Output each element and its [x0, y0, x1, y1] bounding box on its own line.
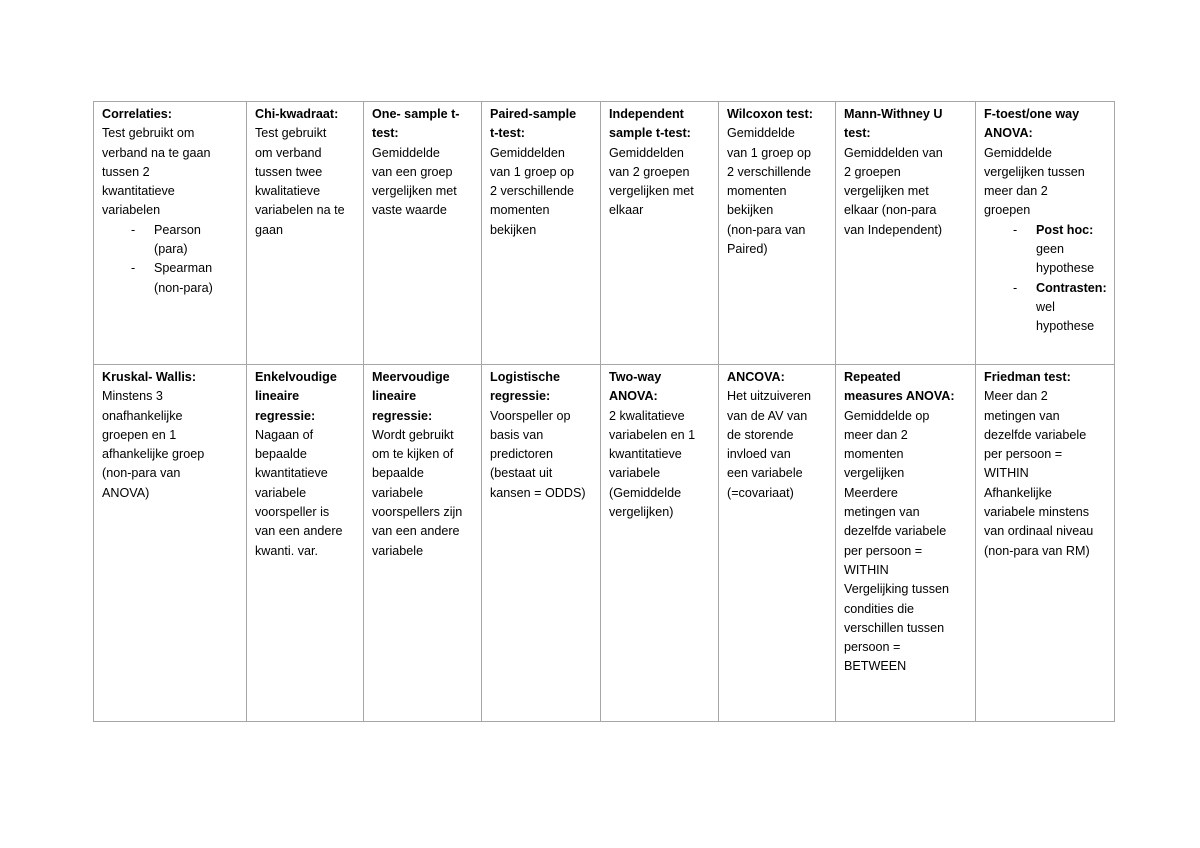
- cell-text: (non-para van: [727, 222, 806, 237]
- list-item: [1036, 279, 1108, 337]
- statistics-tests-table: [93, 101, 1115, 722]
- cell-text: 2 kwalitatieve: [609, 408, 685, 423]
- cell-text: variabele minstens: [984, 505, 1089, 520]
- list-item-text: (non-para): [154, 280, 213, 295]
- table-cell-logistische: [482, 365, 601, 722]
- cell-title: Enkelvoudige: [255, 370, 337, 384]
- list-item: [154, 221, 240, 260]
- cell-text: een variabele: [727, 466, 803, 481]
- cell-text: 2 groepen: [844, 164, 901, 179]
- cell-text: variabelen na te: [255, 203, 345, 218]
- cell-text: groepen en 1: [102, 427, 177, 442]
- cell-text: vaste waarde: [372, 203, 447, 218]
- cell-text: vergelijken met: [372, 184, 457, 199]
- table-cell-meervoudige: [364, 365, 482, 722]
- cell-text: van Independent): [844, 222, 943, 237]
- cell-text: Meer dan 2: [984, 389, 1048, 404]
- list-item-text: geen: [1036, 242, 1065, 257]
- cell-title: Independent: [609, 107, 684, 121]
- cell-text: van de AV van: [727, 408, 808, 423]
- cell-text: vergelijken tussen: [984, 164, 1085, 179]
- list-item-text: - Spearman: [154, 261, 213, 276]
- cell-text: voorspellers zijn: [372, 505, 463, 520]
- cell-text: Meerdere: [844, 485, 898, 500]
- table-cell-f-toest-one-way: [976, 102, 1115, 365]
- cell-text: vergelijken met: [844, 184, 929, 199]
- cell-text: kansen = ODDS): [490, 485, 586, 500]
- cell-text: onafhankelijke: [102, 408, 183, 423]
- cell-text: groepen: [984, 203, 1031, 218]
- cell-text: WITHIN: [844, 562, 889, 577]
- cell-title: measures ANOVA:: [844, 389, 955, 404]
- table-cell-friedman-test: [976, 365, 1115, 722]
- cell-title: regressie:: [255, 408, 316, 423]
- cell-text: elkaar: [609, 203, 644, 218]
- cell-text: bekijken: [490, 222, 537, 237]
- cell-text: Voorspeller op: [490, 408, 571, 423]
- cell-text: kwanti. var.: [255, 543, 318, 558]
- cell-text: Het uitzuiveren: [727, 389, 811, 404]
- cell-title: ANCOVA:: [727, 370, 785, 384]
- cell-title: Chi-kwadraat:: [255, 107, 339, 121]
- cell-text: metingen van: [984, 408, 1060, 423]
- cell-text: Gemiddelde: [984, 145, 1052, 160]
- cell-text: Gemiddelden van: [844, 145, 943, 160]
- cell-text: tussen 2: [102, 164, 150, 179]
- list-item-text: - Contrasten:: [1036, 280, 1107, 295]
- cell-title: Logistische: [490, 370, 560, 384]
- cell-title: Wilcoxon test:: [727, 107, 813, 121]
- cell-text: metingen van: [844, 505, 920, 520]
- cell-text: vergelijken: [844, 466, 905, 481]
- cell-title: ANOVA:: [609, 389, 658, 404]
- cell-text: om te kijken of: [372, 447, 454, 462]
- cell-text: kwantitatieve: [609, 447, 682, 462]
- cell-text: om verband: [255, 145, 322, 160]
- cell-text: BETWEEN: [844, 659, 907, 674]
- cell-title: F-toest/one way: [984, 107, 1080, 121]
- cell-title: Correlaties:: [102, 107, 172, 121]
- cell-text: Nagaan of: [255, 427, 314, 442]
- cell-text: predictoren: [490, 447, 554, 462]
- list-item-text: hypothese: [1036, 319, 1095, 334]
- cell-text: verschillen tussen: [844, 620, 945, 635]
- cell-text: variabele: [372, 543, 424, 558]
- cell-text: Gemiddelden: [490, 145, 565, 160]
- table-cell-mann-withney-u: [836, 102, 976, 365]
- cell-text: verband na te gaan: [102, 145, 211, 160]
- cell-text: kwantitatieve: [102, 184, 175, 199]
- cell-text: 2 verschillende: [490, 184, 575, 199]
- list-item-text: hypothese: [1036, 261, 1095, 276]
- cell-text: (Gemiddelde: [609, 485, 682, 500]
- cell-title: Paired-sample: [490, 107, 577, 121]
- cell-text: WITHIN: [984, 466, 1029, 481]
- cell-text: kwantitatieve: [255, 466, 328, 481]
- cell-text: van een andere: [255, 524, 343, 539]
- cell-title: test:: [372, 126, 399, 141]
- cell-text: persoon =: [844, 640, 901, 655]
- table-row: [94, 102, 1115, 365]
- cell-text: Gemiddelde op: [844, 408, 930, 423]
- cell-text: variabele: [255, 485, 307, 500]
- cell-text: dezelfde variabele: [984, 427, 1087, 442]
- cell-text: condities die: [844, 601, 915, 616]
- cell-text: Paired): [727, 242, 768, 257]
- cell-text: (non-para van: [102, 466, 181, 481]
- cell-text: van een groep: [372, 164, 453, 179]
- cell-text: bepaalde: [372, 466, 424, 481]
- cell-text: Test gebruikt om: [102, 126, 195, 141]
- cell-text: vergelijken met: [609, 184, 694, 199]
- cell-text: bekijken: [727, 203, 774, 218]
- cell-text: afhankelijke groep: [102, 447, 205, 462]
- table-cell-ancova: [719, 365, 836, 722]
- cell-title: Two-way: [609, 370, 662, 384]
- cell-text: variabelen: [102, 203, 161, 218]
- cell-text: dezelfde variabele: [844, 524, 947, 539]
- cell-text: Gemiddelden: [609, 145, 684, 160]
- cell-text: Gemiddelde: [372, 145, 440, 160]
- cell-text: Gemiddelde: [727, 126, 795, 141]
- bullet-list: [102, 221, 240, 298]
- cell-title: lineaire: [255, 389, 300, 404]
- bullet-list: [984, 221, 1108, 337]
- cell-title: Kruskal- Wallis:: [102, 370, 197, 384]
- cell-title: test:: [844, 126, 871, 141]
- cell-text: Test gebruikt: [255, 126, 327, 141]
- cell-text: invloed van: [727, 447, 791, 462]
- cell-text: meer dan 2: [844, 427, 908, 442]
- cell-text: (bestaat uit: [490, 466, 553, 481]
- table-row: [94, 365, 1115, 722]
- list-item-text: - Post hoc:: [1036, 222, 1094, 237]
- list-item: [1036, 221, 1108, 279]
- cell-text: van 1 groep op: [490, 164, 575, 179]
- cell-text: momenten: [727, 184, 787, 199]
- cell-text: Wordt gebruikt: [372, 427, 454, 442]
- cell-text: 2 verschillende: [727, 164, 812, 179]
- cell-text: variabele: [372, 485, 424, 500]
- cell-text: van ordinaal niveau: [984, 524, 1094, 539]
- cell-title: ANOVA:: [984, 126, 1033, 141]
- table-cell-two-way: [601, 365, 719, 722]
- cell-title: sample t-test:: [609, 126, 691, 141]
- table-cell-correlaties: [94, 102, 247, 365]
- cell-text: momenten: [844, 447, 904, 462]
- cell-text: van 2 groepen: [609, 164, 690, 179]
- cell-text: Afhankelijke: [984, 485, 1052, 500]
- cell-title: lineaire: [372, 389, 417, 404]
- cell-text: ANOVA): [102, 485, 150, 500]
- cell-title: regressie:: [372, 408, 433, 423]
- cell-text: bepaalde: [255, 447, 307, 462]
- table-cell-paired-sample: [482, 102, 601, 365]
- cell-text: elkaar (non-para: [844, 203, 937, 218]
- cell-text: gaan: [255, 222, 284, 237]
- cell-text: basis van: [490, 427, 544, 442]
- cell-text: voorspeller is: [255, 505, 330, 520]
- cell-text: variabele: [609, 466, 661, 481]
- cell-text: (=covariaat): [727, 485, 794, 500]
- cell-title: Mann-Withney U: [844, 107, 943, 121]
- cell-text: per persoon =: [844, 543, 923, 558]
- cell-text: van een andere: [372, 524, 460, 539]
- cell-text: momenten: [490, 203, 550, 218]
- list-item-text: (para): [154, 242, 188, 257]
- table-cell-chi-kwadraat: [247, 102, 364, 365]
- cell-text: Minstens 3: [102, 389, 163, 404]
- table-cell-wilcoxon-test: [719, 102, 836, 365]
- cell-text: vergelijken): [609, 505, 674, 520]
- cell-title: One- sample t-: [372, 107, 460, 121]
- cell-title: Friedman test:: [984, 370, 1071, 384]
- cell-text: Vergelijking tussen: [844, 582, 950, 597]
- table-cell-repeated: [836, 365, 976, 722]
- cell-text: per persoon =: [984, 447, 1063, 462]
- table-cell-enkelvoudige: [247, 365, 364, 722]
- cell-title: Repeated: [844, 370, 901, 384]
- list-item-text: wel: [1036, 299, 1055, 314]
- table-cell-kruskal-wallis: [94, 365, 247, 722]
- cell-text: meer dan 2: [984, 184, 1048, 199]
- cell-text: variabelen en 1: [609, 427, 696, 442]
- list-item-text: - Pearson: [154, 222, 201, 237]
- cell-text: tussen twee: [255, 164, 323, 179]
- cell-text: de storende: [727, 427, 794, 442]
- cell-title: Meervoudige: [372, 370, 450, 384]
- table-cell-one-sample-t: [364, 102, 482, 365]
- cell-title: t-test:: [490, 126, 525, 141]
- cell-text: van 1 groep op: [727, 145, 812, 160]
- list-item: [154, 259, 240, 298]
- cell-text: kwalitatieve: [255, 184, 321, 199]
- table-cell-independent: [601, 102, 719, 365]
- cell-title: regressie:: [490, 389, 551, 404]
- cell-text: (non-para van RM): [984, 543, 1090, 558]
